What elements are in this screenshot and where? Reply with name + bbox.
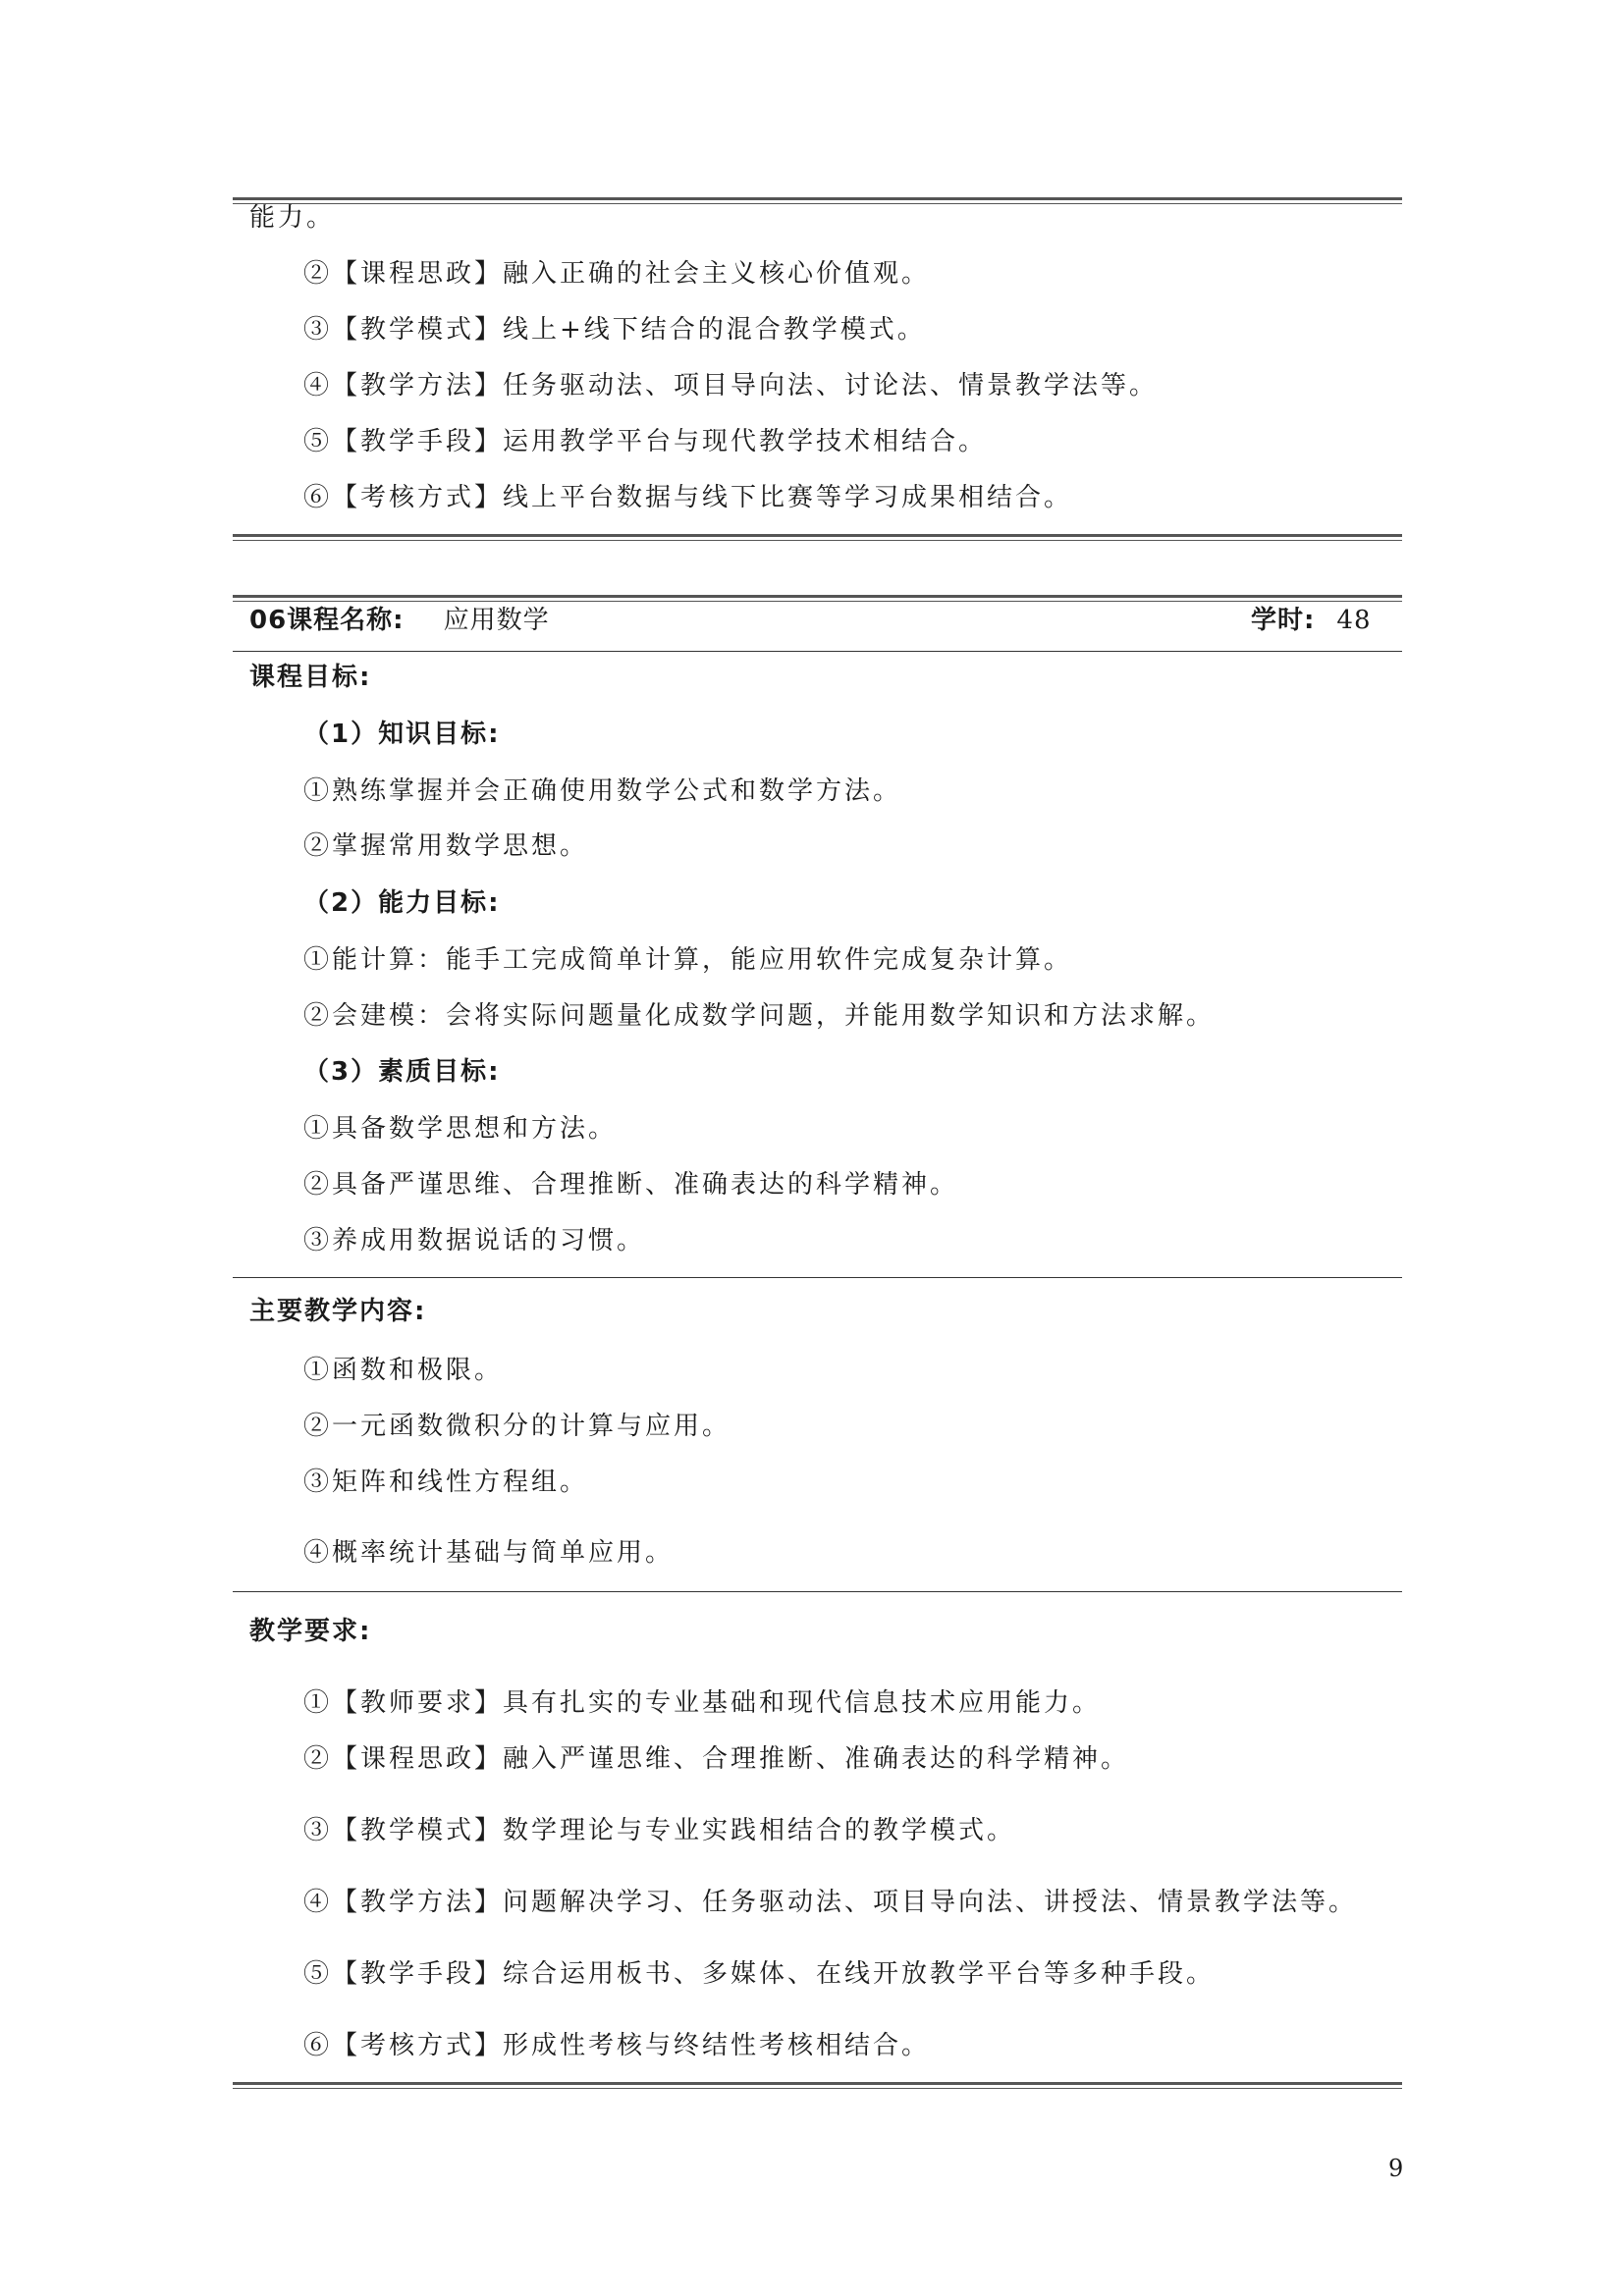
content-heading: 主要教学内容:: [249, 1297, 427, 1326]
prev-item: ④【教学方法】任务驱动法、项目导向法、讨论法、情景教学法等。: [303, 371, 1159, 400]
content-item: ②一元函数微积分的计算与应用。: [303, 1412, 731, 1441]
course-hours-label: 学时:: [1251, 606, 1316, 635]
course-header-divider: [233, 651, 1402, 652]
continuation-text: 能力。: [249, 203, 336, 233]
course-hours: 48: [1336, 606, 1372, 635]
course-hours-row: [1251, 604, 1372, 637]
ability-item: ①能计算：能手工完成简单计算，能应用软件完成复杂计算。: [303, 945, 1073, 975]
course-name-row: [249, 604, 550, 637]
goals-heading: 课程目标:: [249, 663, 372, 692]
content-divider: [233, 1591, 1402, 1592]
requirements-heading: 教学要求:: [249, 1617, 372, 1646]
knowledge-item: ②掌握常用数学思想。: [303, 831, 589, 861]
requirement-item: ②【课程思政】融入严谨思维、合理推断、准确表达的科学精神。: [303, 1744, 1130, 1774]
prev-item: ⑤【教学手段】运用教学平台与现代教学技术相结合。: [303, 427, 988, 456]
requirement-item: ①【教师要求】具有扎实的专业基础和现代信息技术应用能力。: [303, 1688, 1102, 1718]
course-name-label: 06课程名称:: [249, 606, 405, 635]
requirement-item: ⑥【考核方式】形成性考核与终结性考核相结合。: [303, 2031, 931, 2060]
content-item: ③矩阵和线性方程组。: [303, 1468, 589, 1497]
goals-divider: [233, 1277, 1402, 1278]
requirement-item: ④【教学方法】问题解决学习、任务驱动法、项目导向法、讲授法、情景教学法等。: [303, 1888, 1358, 1917]
prev-item: ③【教学模式】线上+线下结合的混合教学模式。: [303, 315, 926, 345]
prev-item: ⑥【考核方式】线上平台数据与线下比赛等学习成果相结合。: [303, 483, 1073, 512]
ability-item: ②会建模：会将实际问题量化成数学问题，并能用数学知识和方法求解。: [303, 1001, 1216, 1031]
quality-item: ②具备严谨思维、合理推断、准确表达的科学精神。: [303, 1170, 959, 1200]
knowledge-heading: （1）知识目标:: [303, 720, 501, 749]
bottom-rule: [233, 2082, 1402, 2089]
content-item: ④概率统计基础与简单应用。: [303, 1538, 675, 1568]
section-end-rule: [233, 534, 1402, 541]
top-rule: [233, 197, 1402, 204]
prev-item: ②【课程思政】融入正确的社会主义核心价值观。: [303, 259, 931, 289]
ability-heading: （2）能力目标:: [303, 888, 501, 918]
course-name: 应用数学: [443, 606, 550, 635]
page-number: 9: [1388, 2155, 1404, 2182]
knowledge-item: ①熟练掌握并会正确使用数学公式和数学方法。: [303, 776, 902, 806]
course-header-rule: [233, 595, 1402, 602]
quality-heading: （3）素质目标:: [303, 1057, 501, 1087]
requirement-item: ⑤【教学手段】综合运用板书、多媒体、在线开放教学平台等多种手段。: [303, 1959, 1216, 1989]
content-item: ①函数和极限。: [303, 1356, 504, 1385]
quality-item: ①具备数学思想和方法。: [303, 1114, 618, 1144]
requirement-item: ③【教学模式】数学理论与专业实践相结合的教学模式。: [303, 1816, 1016, 1845]
quality-item: ③养成用数据说话的习惯。: [303, 1226, 646, 1255]
